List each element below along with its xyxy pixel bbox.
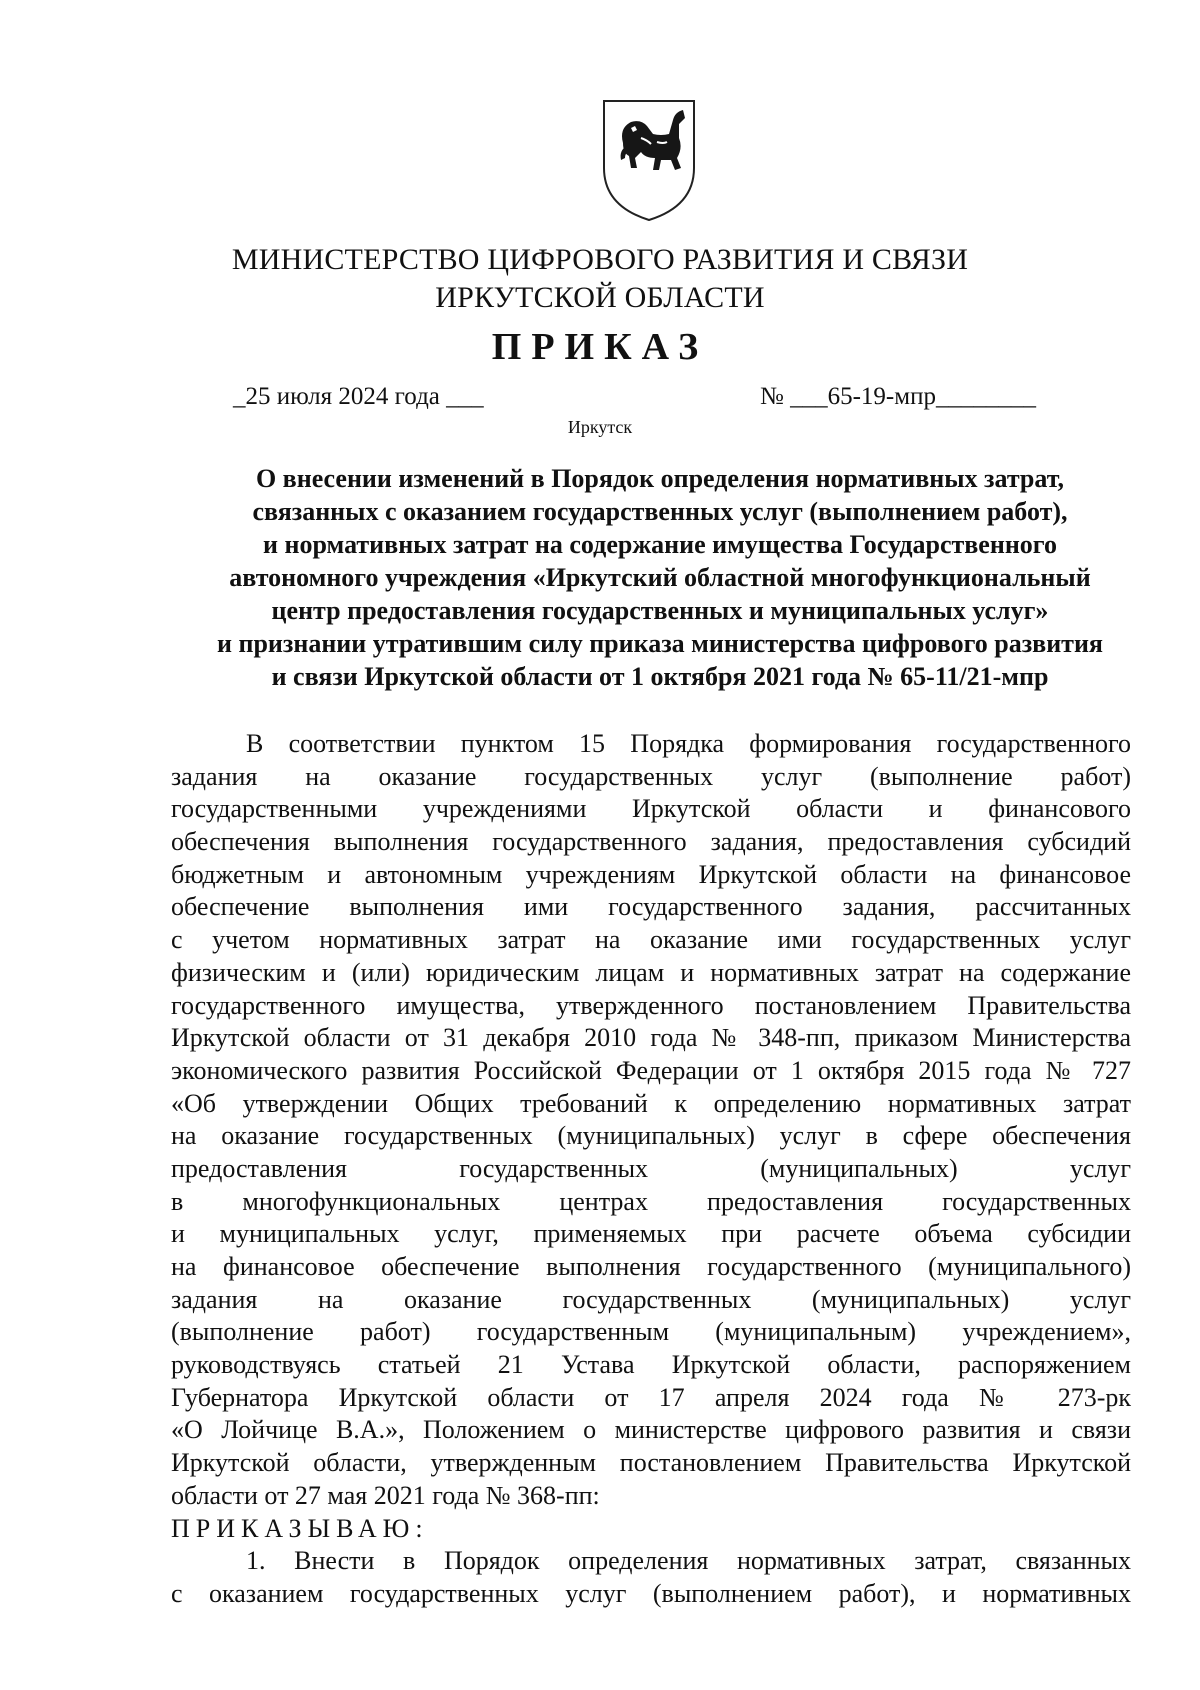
order-subject — [165, 462, 1155, 693]
preamble-line: Иркутской области, утвержденным постановлением Правительства Иркутской — [171, 1448, 1131, 1478]
preamble-line: на оказание государственных (муниципальных) услуг в сфере обеспечения — [171, 1121, 1131, 1151]
preamble-line: физическим и (или) юридическим лицам и нормативных затрат на содержание — [171, 957, 1131, 987]
preamble-line: обеспечение выполнения ими государственного задания, рассчитанных — [171, 892, 1131, 922]
preamble-line: бюджетным и автономным учреждениям Иркутской области на финансовое — [171, 859, 1131, 889]
order-word: ПРИКАЗЫВАЮ: — [171, 1513, 429, 1543]
preamble-line: экономического развития Российской Федерации от 1 октября 2015 года № 727 — [171, 1055, 1131, 1085]
preamble-line: (выполнение работ) государственным (муниципальным) учреждением», — [171, 1317, 1131, 1347]
preamble-line: на финансовое обеспечение выполнения государственного (муниципального) — [171, 1252, 1131, 1281]
preamble-line: государственными учреждениями Иркутской области и финансового — [171, 794, 1131, 824]
preamble-line: предоставления государственных (муниципальных) услуг — [171, 1153, 1131, 1183]
ministry-name-line2: ИРКУТСКОЙ ОБЛАСТИ — [435, 281, 765, 314]
preamble-line: «Об утверждении Общих требований к определению нормативных затрат — [171, 1088, 1131, 1118]
preamble-line: государственного имущества, утвержденного постановлением Правительства — [171, 990, 1131, 1020]
preamble-line: руководствуясь статьей 21 Устава Иркутской области, распоряжением — [171, 1350, 1131, 1380]
point1-line: 1. Внести в Порядок определения нормативных затрат, связанных — [246, 1546, 1131, 1576]
preamble-line: Иркутской области от 31 декабря 2010 года № 348-пп, приказом Министерства — [171, 1023, 1131, 1053]
preamble-line: обеспечения выполнения государственного задания, предоставления субсидий — [171, 827, 1131, 857]
coat-of-arms-emblem — [601, 98, 697, 223]
subject-line: и нормативных затрат на содержание имущества Государственного — [263, 530, 1057, 559]
point1-line: с оказанием государственных услуг (выполнением работ), и нормативных — [171, 1578, 1131, 1608]
order-city: Иркутск — [567, 417, 633, 437]
order-body — [171, 728, 1131, 1611]
order-number: № ___65-19-мпр________ — [760, 383, 1036, 410]
subject-line: О внесении изменений в Порядок определения нормативных затрат, — [255, 464, 1065, 493]
preamble-line: с учетом нормативных затрат на оказание ими государственных услуг — [171, 925, 1131, 955]
preamble-line: В соответствии пунктом 15 Порядка формирования государственного — [246, 729, 1131, 758]
preamble-line: задания на оказание государственных услуг (выполнение работ) — [171, 761, 1131, 791]
subject-line: и признании утратившим силу приказа министерства цифрового развития — [217, 629, 1103, 658]
order-date: _25 июля 2024 года ___ — [233, 383, 484, 410]
ministry-name-line1: МИНИСТЕРСТВО ЦИФРОВОГО РАЗВИТИЯ И СВЯЗИ — [231, 243, 969, 276]
preamble-line: «О Лойчице В.А.», Положением о министерстве цифрового развития и связи — [171, 1415, 1131, 1445]
preamble-line: области от 27 мая 2021 года № 368-пп: — [171, 1480, 600, 1510]
subject-line: связанных с оказанием государственных услуг (выполнением работ), — [252, 497, 1068, 526]
subject-line: автономного учреждения «Иркутский областной многофункциональный — [229, 563, 1091, 592]
preamble-line: и муниципальных услуг, применяемых при расчете объема субсидии — [171, 1219, 1131, 1249]
preamble-line: Губернатора Иркутской области от 17 апреля 2024 года № 273-рк — [171, 1382, 1131, 1412]
preamble-line: задания на оказание государственных (муниципальных) услуг — [171, 1284, 1131, 1314]
document-type-title: ПРИКАЗ — [491, 326, 709, 368]
subject-line: и связи Иркутской области от 1 октября 2021 года № 65-11/21-мпр — [271, 662, 1049, 691]
preamble-line: в многофункциональных центрах предоставления государственных — [171, 1186, 1131, 1216]
subject-line: центр предоставления государственных и муниципальных услуг» — [271, 596, 1049, 625]
